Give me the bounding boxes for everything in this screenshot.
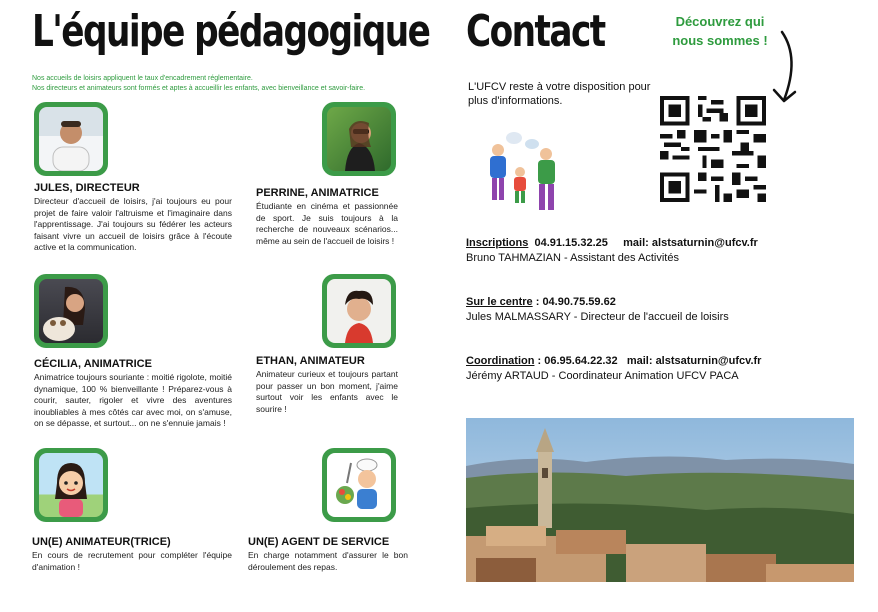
qr-code-icon[interactable] <box>660 96 766 202</box>
contact-phone[interactable]: 04.91.15.32.25 <box>534 237 608 249</box>
family-illustration-icon <box>484 128 574 218</box>
discover-line-2: nous sommes ! <box>672 33 768 48</box>
jules-photo <box>34 102 108 176</box>
ethan-photo <box>322 274 396 348</box>
contact-person: Jules MALMASSARY - Directeur de l'accueil de loisirs <box>466 311 729 323</box>
village-photo <box>466 418 854 582</box>
team-member-description: Étudiante en cinéma et passionnée de sport. Je suis toujours à la recherche de nouveaux scénarios... même au sein de l'accueil de loisirs ! <box>256 201 398 246</box>
team-member-name: PERRINE, ANIMATRICE <box>256 187 379 199</box>
contact-label: Coordination <box>466 355 535 367</box>
contact-coordination: Coordination : 06.95.64.22.32 mail: alstsaturnin@ufcv.fr <box>466 355 762 367</box>
service-agent-illustration <box>322 448 396 522</box>
team-member-name: ETHAN, ANIMATEUR <box>256 355 365 367</box>
team-intro <box>32 74 412 94</box>
team-member-name: UN(E) AGENT DE SERVICE <box>248 536 390 548</box>
team-member-description: Animatrice toujours souriante : moitié rigolote, moitié dynamique, 100 % bienveillante ! Préparez-vous à courir, sauter, rigoler et vivre des aventures inoubliables à mes côtés car avec moi, on s'amuse, on se dépasse, et surtout... on ne s'ennuie jamais ! <box>34 372 232 428</box>
team-member-description: Directeur d'accueil de loisirs, j'ai toujours eu pour projet de faire valoir l'altruisme et l'imaginaire dans l'apprentissage. J'ai toujours su fédérer les acteurs faisant vivre un accueil de loisirs grâce à l'écoute active et la communication. <box>34 196 232 252</box>
team-member-name: CÉCILIA, ANIMATRICE <box>34 358 152 370</box>
contact-phone[interactable]: 06.95.64.22.32 <box>544 355 618 367</box>
contact-phone[interactable]: 04.90.75.59.62 <box>542 296 616 308</box>
hand-drawn-arrow-icon <box>768 28 808 108</box>
contact-title: Contact <box>466 6 605 57</box>
intro-line-1: Nos accueils de loisirs appliquent le taux d'encadrement réglementaire. <box>32 75 253 82</box>
team-member-name: UN(E) ANIMATEUR(TRICE) <box>32 536 171 548</box>
availability-text: L'UFCV reste à votre disposition pour plus d'informations. <box>468 81 651 107</box>
intro-line-2: Nos directeurs et animateurs sont formés et aptes à accueillir les enfants, avec bienveillance et savoir-faire. <box>32 85 366 92</box>
contact-person: Bruno TAHMAZIAN - Assistant des Activités <box>466 252 679 264</box>
contact-mail-label: mail: <box>623 237 649 249</box>
contact-centre: Sur le centre : 04.90.75.59.62 <box>466 296 616 308</box>
contact-person: Jérémy ARTAUD - Coordinateur Animation UFCV PACA <box>466 370 739 382</box>
team-title: L'équipe pédagogique <box>32 6 430 57</box>
cecilia-photo <box>34 274 108 348</box>
contact-label: Inscriptions <box>466 237 529 249</box>
perrine-photo <box>322 102 396 176</box>
team-member-description: En charge notamment d'assurer le bon déroulement des repas. <box>248 550 408 572</box>
recruit-illustration <box>34 448 108 522</box>
discover-callout <box>658 12 782 50</box>
contact-mail[interactable]: alstsaturnin@ufcv.fr <box>655 355 762 367</box>
team-member-name: JULES, DIRECTEUR <box>34 182 140 194</box>
team-member-description: Animateur curieux et toujours partant pour passer un bon moment, j'aime surtout voir les enfants avec le sourire ! <box>256 369 398 414</box>
team-member-description: En cours de recrutement pour compléter l'équipe d'animation ! <box>32 550 232 572</box>
contact-inscriptions <box>466 237 758 249</box>
contact-page <box>440 0 878 612</box>
contact-mail[interactable]: alstsaturnin@ufcv.fr <box>651 237 758 249</box>
discover-line-1: Découvrez qui <box>675 14 765 29</box>
contact-mail-label: mail: <box>626 355 653 367</box>
contact-label: Sur le centre <box>466 296 533 308</box>
